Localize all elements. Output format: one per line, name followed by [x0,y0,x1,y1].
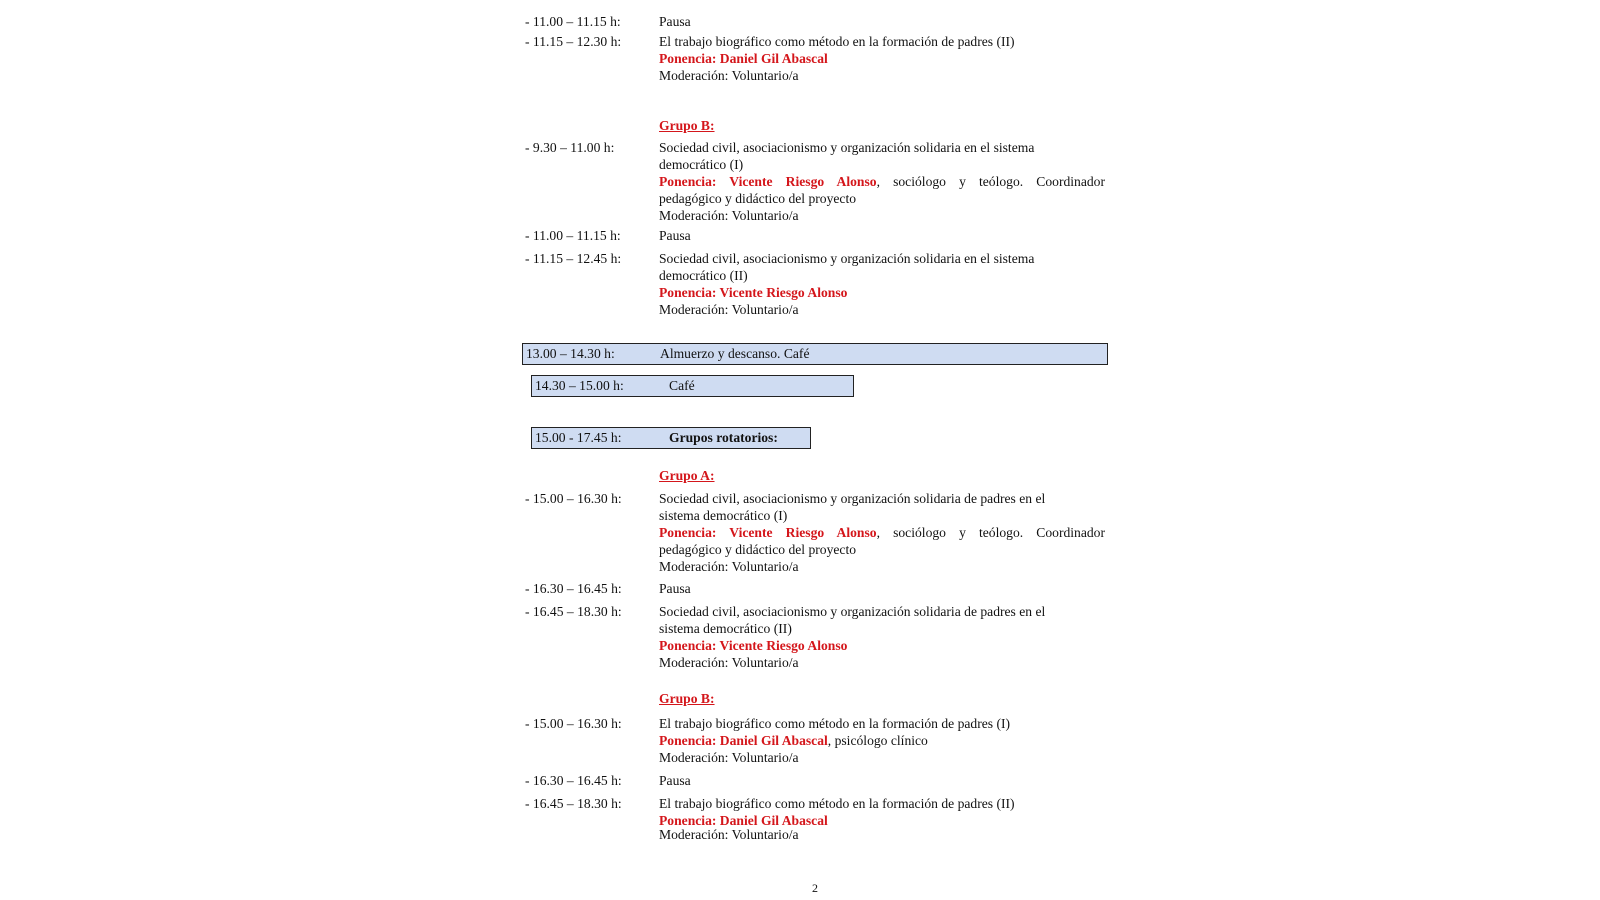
schedule-content [659,227,1105,244]
band-time: 15.00 - 17.45 h: [535,430,622,445]
session-title: El trabajo biográfico como método en la formación de padres (I) [659,716,1011,731]
session-title-line: Sociedad civil, asociacionismo y organización solidaria en el sistema [659,251,1035,266]
speaker-role-cont: pedagógico y didáctico del proyecto [659,191,857,206]
moderation-text: Moderación: Voluntario/a [659,827,799,842]
schedule-time: - 16.45 – 18.30 h: [525,796,622,811]
schedule-content [659,33,1105,84]
speaker-name: Ponencia: Daniel Gil Abascal [659,733,828,748]
speaker-line [659,173,1105,190]
session-title-line: democrático (II) [659,268,748,283]
speaker-role: , psicólogo clínico [827,733,928,748]
speaker-name: Ponencia: Vicente Riesgo Alonso [659,285,848,300]
session-title: Pausa [659,581,691,596]
group-heading: Grupo B: [659,691,715,706]
band-text: Grupos rotatorios: [669,430,778,445]
schedule-time: - 16.30 – 16.45 h: [525,773,622,788]
speaker-name: Ponencia: Vicente Riesgo Alonso [659,638,848,653]
moderation-text: Moderación: Voluntario/a [659,68,799,83]
session-title: Pausa [659,14,691,29]
moderation-text: Moderación: Voluntario/a [659,750,799,765]
schedule-content [659,580,1105,597]
session-title: Pausa [659,773,691,788]
lunch-band [522,343,1108,365]
moderation-text: Moderación: Voluntario/a [659,208,799,223]
schedule-time: - 16.30 – 16.45 h: [525,581,622,596]
band-text: Café [669,378,695,393]
session-title-line: Sociedad civil, asociacionismo y organización solidaria en el sistema [659,140,1035,155]
band-text: Almuerzo y descanso. Café [660,346,810,361]
band-time: 14.30 – 15.00 h: [535,378,624,393]
schedule-content [659,715,1105,766]
moderation-text: Moderación: Voluntario/a [659,655,799,670]
schedule-content [659,139,1105,224]
session-title: El trabajo biográfico como método en la formación de padres (II) [659,796,1015,811]
speaker-name: Ponencia: Daniel Gil Abascal [659,813,828,828]
schedule-content [659,490,1105,575]
speaker-role: , sociólogo y teólogo. Coordinador [876,525,1105,540]
session-title: Pausa [659,228,691,243]
speaker-line [659,732,1105,749]
schedule-time: - 11.00 – 11.15 h: [525,228,621,243]
schedule-time: - 15.00 – 16.30 h: [525,491,622,506]
speaker-name: Ponencia: Daniel Gil Abascal [659,51,828,66]
moderation-text: Moderación: Voluntario/a [659,559,799,574]
schedule-time: - 11.00 – 11.15 h: [525,14,621,29]
session-title-line: democrático (I) [659,157,744,172]
page-number: 2 [812,881,818,895]
speaker-name: Ponencia: Vicente Riesgo Alonso [659,525,877,540]
speaker-name: Ponencia: Vicente Riesgo Alonso [659,174,877,189]
session-title-line: Sociedad civil, asociacionismo y organización solidaria de padres en el [659,604,1046,619]
speaker-role: , sociólogo y teólogo. Coordinador [876,174,1105,189]
schedule-content [659,772,1105,789]
speaker-role-cont: pedagógico y didáctico del proyecto [659,542,857,557]
coffee-band [531,375,854,397]
group-heading: Grupo B: [659,118,715,133]
speaker-line [659,524,1105,541]
schedule-time: - 11.15 – 12.45 h: [525,251,622,266]
schedule-content [659,250,1105,318]
schedule-time: - 9.30 – 11.00 h: [525,140,615,155]
band-time: 13.00 – 14.30 h: [526,346,615,361]
schedule-content [659,13,1105,30]
schedule-content [659,795,1105,843]
group-heading: Grupo A: [659,468,715,483]
session-title-line: sistema democrático (I) [659,508,788,523]
schedule-time: - 15.00 – 16.30 h: [525,716,622,731]
session-title: El trabajo biográfico como método en la formación de padres (II) [659,34,1015,49]
session-title-line: Sociedad civil, asociacionismo y organización solidaria de padres en el [659,491,1046,506]
session-title-line: sistema democrático (II) [659,621,792,636]
schedule-time: - 11.15 – 12.30 h: [525,34,622,49]
rotating-groups-band [531,427,811,449]
schedule-content [659,603,1105,671]
schedule-time: - 16.45 – 18.30 h: [525,604,622,619]
moderation-text: Moderación: Voluntario/a [659,302,799,317]
